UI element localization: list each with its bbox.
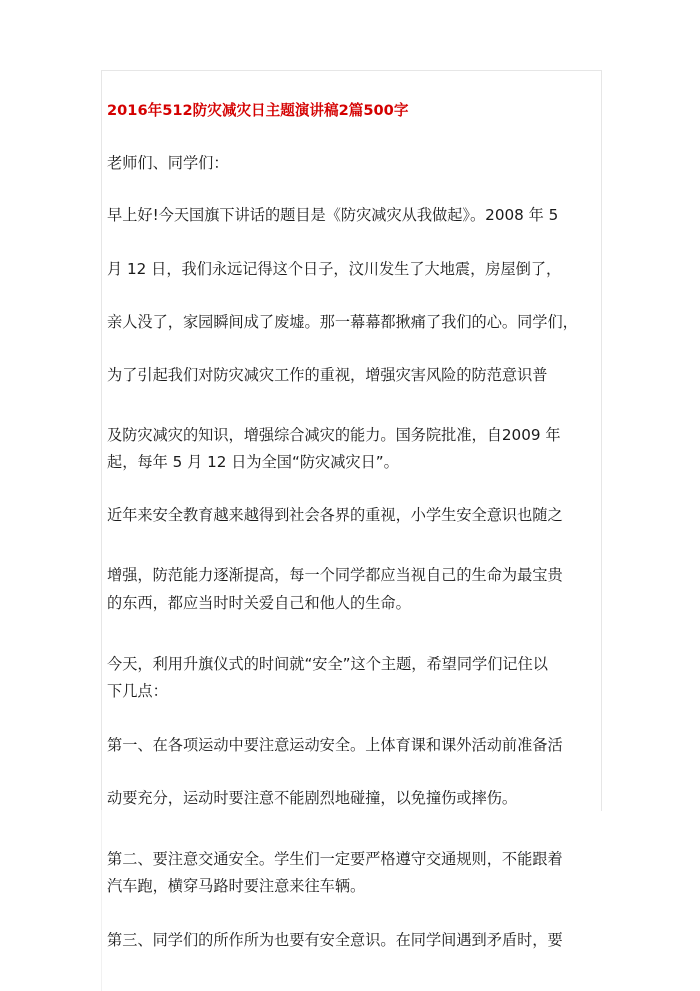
paragraph-line: 起，每年 5 月 12 日为全国“防灾减灾日”。 [107,453,399,471]
paragraph-line: 亲人没了，家园瞬间成了废墟。那一幕幕都揪痛了我们的心。同学们， [107,313,578,331]
paragraph-line: 第二、要注意交通安全。学生们一定要严格遵守交通规则，不能跟着 [107,850,563,868]
salutation-line: 老师们、同学们： [107,154,229,172]
paragraph-line: 及防灾减灾的知识，增强综合减灾的能力。国务院批准，自2009 年 [107,426,561,444]
paragraph-line: 增强，防范能力逐渐提高，每一个同学都应当视自己的生命为最宝贵 [107,566,563,584]
paragraph-line: 汽车跑，横穿马路时要注意来往车辆。 [107,877,366,895]
page-frame-lower [101,810,601,991]
paragraph-line: 今天，利用升旗仪式的时间就“安全”这个主题，希望同学们记住以 [107,655,548,673]
paragraph-line: 第三、同学们的所作所为也要有安全意识。在同学间遇到矛盾时，要 [107,931,563,949]
paragraph-line: 为了引起我们对防灾减灾工作的重视，增强灾害风险的防范意识普 [107,366,548,384]
paragraph-line: 动要充分，运动时要注意不能剧烈地碰撞，以免撞伤或摔伤。 [107,789,518,807]
paragraph-line: 近年来安全教育越来越得到社会各界的重视，小学生安全意识也随之 [107,506,563,524]
paragraph-line: 第一、在各项运动中要注意运动安全。上体育课和课外活动前准备活 [107,736,563,754]
paragraph-line: 月 12 日，我们永远记得这个日子，汶川发生了大地震，房屋倒了， [107,260,562,278]
paragraph-line: 早上好!今天国旗下讲话的题目是《防灾减灾从我做起》。2008 年 5 [107,206,559,224]
document-title: 2016年512防灾减灾日主题演讲稿2篇500字 [107,102,409,119]
paragraph-line: 下几点： [107,682,168,700]
paragraph-line: 的东西，都应当时时关爱自己和他人的生命。 [107,594,411,612]
